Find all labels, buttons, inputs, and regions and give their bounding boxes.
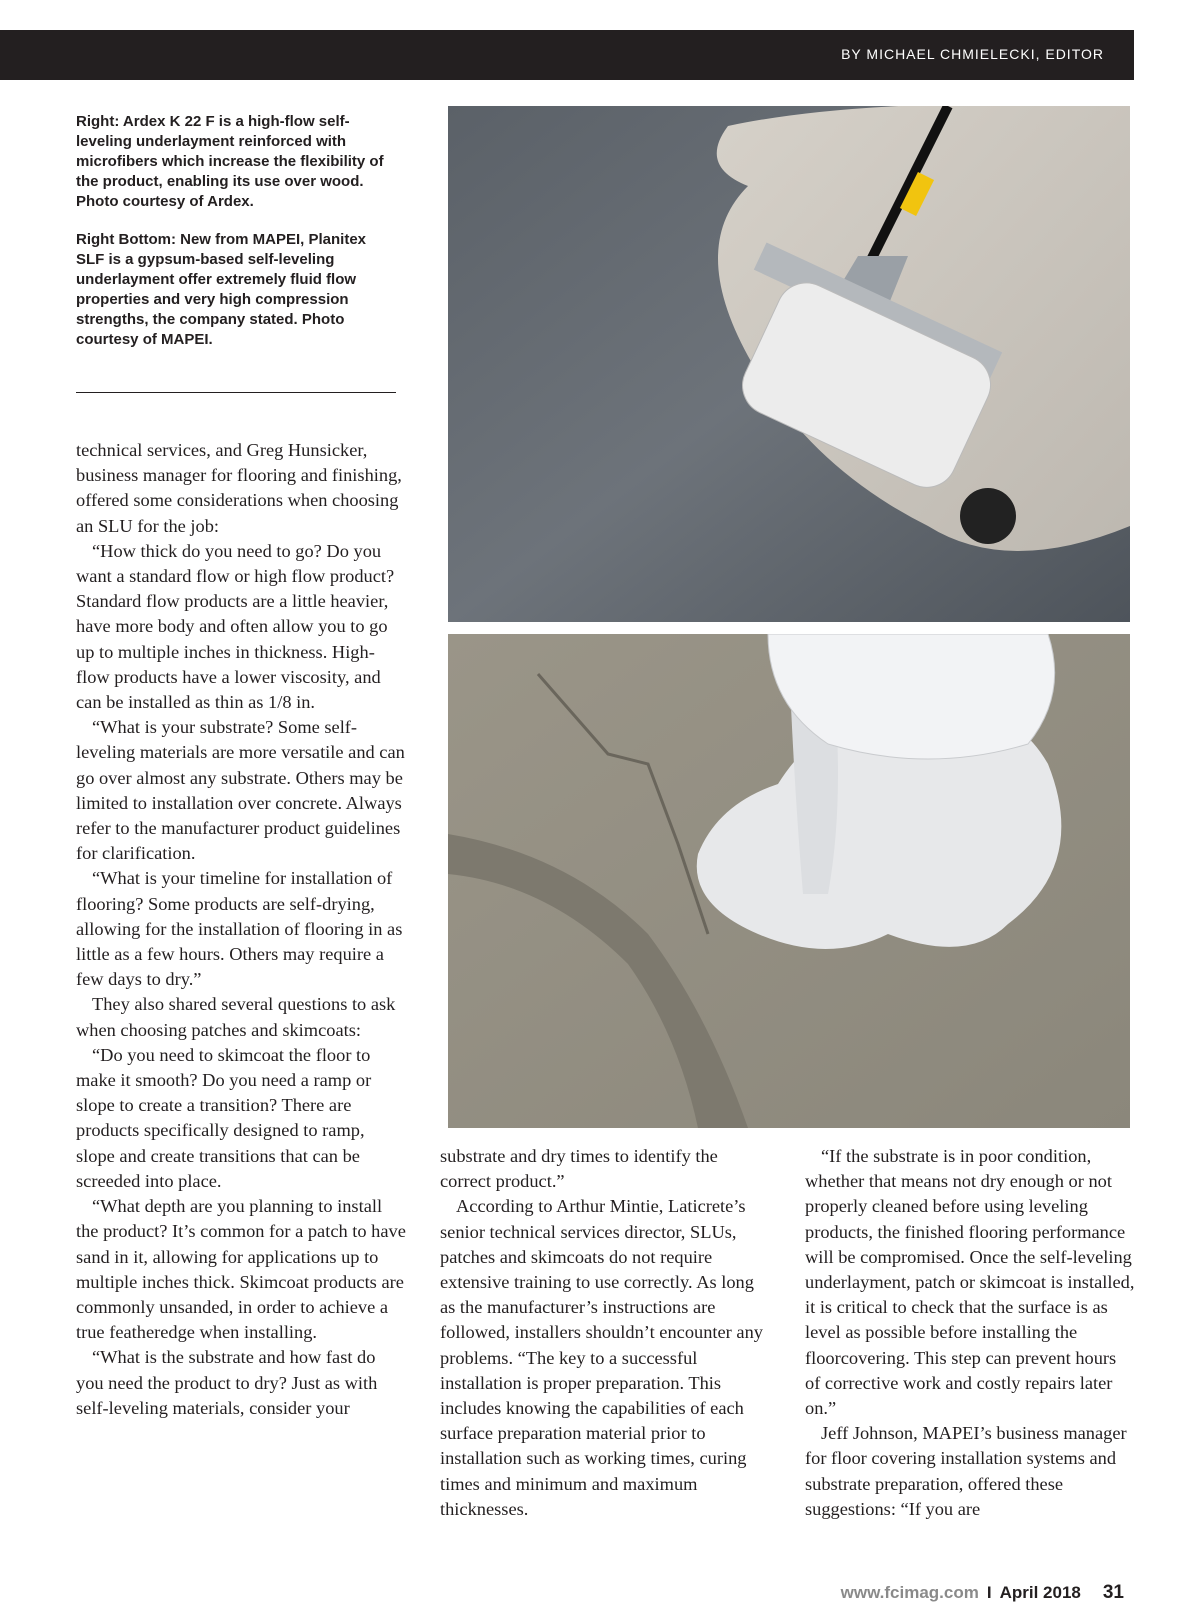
paragraph: According to Arthur Mintie, Laticrete’s senior technical services director, SLUs, patches and skimcoats do not require extensive training to use correctly. As long as the manufacturer’s instructions are followed, installers shouldn’t encounter any problems. “The key to a successful installation is proper preparation. This includes knowing the capabilities of each surface preparation material prior to installation such as working times, curing times and minimum and maximum thicknesses.	[440, 1196, 763, 1519]
paragraph: substrate and dry times to identify the correct product.”	[440, 1146, 718, 1192]
footer-url: www.fcimag.com	[840, 1583, 979, 1602]
footer-separator: I	[986, 1583, 992, 1602]
paragraph: Jeff Johnson, MAPEI’s business manager for floor covering installation systems and substrate preparation, offered these suggestions: “If you are	[805, 1423, 1127, 1519]
photo-mapei-pour	[448, 634, 1130, 1128]
caption-ardex: Right: Ardex K 22 F is a high-flow self-leveling underlayment reinforced with microfibers which increase the flexibility of the product, enabling its use over wood. Photo courtesy of Ardex.	[76, 113, 384, 210]
paragraph: “Do you need to skimcoat the floor to make it smooth? Do you need a ramp or slope to create a transition? There are products specifically designed to ramp, slope and create transitions that can be screeded into place.	[76, 1044, 372, 1191]
article-column-3	[805, 1144, 1135, 1522]
page-footer	[841, 1582, 1124, 1604]
footer-date: April 2018	[999, 1583, 1081, 1602]
paragraph: “What is your timeline for installation of flooring? Some products are self-drying, allowing for the installation of flooring in as little as a few hours. Others may require a few days to dry.”	[76, 868, 403, 990]
paragraph: “What is the substrate and how fast do you need the product to dry? Just as with self-leveling materials, consider your	[76, 1347, 378, 1418]
caption-mapei: Right Bottom: New from MAPEI, Planitex SLF is a gypsum-based self-leveling underlayment offer extremely fluid flow properties and very high compression strengths, the company stated. Photo courtesy of MAPEI.	[76, 231, 367, 348]
article-column-2	[440, 1144, 770, 1522]
paragraph: “What depth are you planning to install the product? It’s common for a patch to have sand in it, allowing for applications up to multiple inches thick. Skimcoat products are commonly unsanded, in order to achieve a true featheredge when installing.	[76, 1196, 406, 1343]
article-column-1	[76, 438, 406, 1421]
byline: BY MICHAEL CHMIELECKI, EDITOR	[841, 46, 1104, 62]
paragraph: They also shared several questions to ask when choosing patches and skimcoats:	[76, 994, 396, 1040]
header-bar	[0, 30, 1134, 80]
photo-ardex-roller	[448, 106, 1130, 622]
paragraph: “How thick do you need to go? Do you want a standard flow or high flow product? Standard flow products are a little heavier, have more body and often allow you to go up to multiple inches in thickness. High-flow products have a lower viscosity, and can be installed as thin as 1/8 in.	[76, 540, 395, 713]
caption-divider	[76, 392, 396, 393]
paragraph: “What is your substrate? Some self-leveling materials are more versatile and can go over almost any substrate. Others may be limited to installation over concrete. Always refer to the manufacturer product guidelines for clarification.	[76, 717, 405, 864]
page-number: 31	[1102, 1582, 1124, 1603]
photo-captions	[76, 112, 396, 368]
paragraph: “If the substrate is in poor condition, whether that means not dry enough or not properly cleaned before using leveling products, the finished flooring performance will be compromised. Once the self-leveling underlayment, patch or skimcoat is installed, it is critical to check that the surface is as level as possible before installing the floorcovering. This step can prevent hours of corrective work and costly repairs later on.”	[805, 1146, 1135, 1419]
paragraph: technical services, and Greg Hunsicker, business manager for flooring and finishing, offered some considerations when choosing an SLU for the job:	[76, 440, 402, 536]
